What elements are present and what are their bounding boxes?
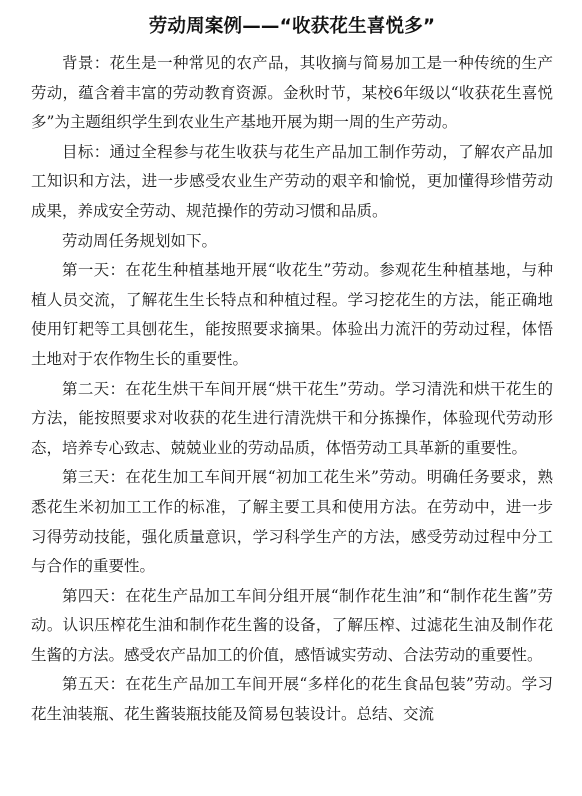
paragraph-day-one: 第一天：在花生种植基地开展“收花生”劳动。参观花生种植基地，与种植人员交流，了解花生生长特点和种植过程。学习挖花生的方法，能正确地使用钉耙等工具刨花生，能按照要求摘果。体验出力流汗的劳动过程，体悟土地对于农作物生长的重要性。	[31, 261, 553, 368]
paragraph-day-four: 第四天：在花生产品加工车间分组开展“制作花生油”和“制作花生酱”劳动。认识压榨花生油和制作花生酱的设备，了解压榨、过滤花生油及制作花生酱的方法。感受农产品加工的价值，感悟诚实劳动、合法劳动的重要性。	[31, 586, 553, 664]
document-page	[31, 14, 553, 730]
paragraph-day-three: 第三天：在花生加工车间开展“初加工花生米”劳动。明确任务要求，熟悉花生米初加工工作的标准，了解主要工具和使用方法。在劳动中，进一步习得劳动技能，强化质量意识，学习科学生产的方法，感受劳动过程中分工与合作的重要性。	[31, 468, 553, 576]
paragraph-day-two: 第二天：在花生烘干车间开展“烘干花生”劳动。学习清洗和烘干花生的方法，能按照要求对收获的花生进行清洗烘干和分拣操作，体验现代劳动形态，培养专心致志、兢兢业业的劳动品质，体悟劳动工具革新的重要性。	[31, 379, 553, 457]
paragraph-background: 背景：花生是一种常见的农产品，其收摘与简易加工是一种传统的生产劳动，蕴含着丰富的劳动教育资源。金秋时节，某校6年级以“收获花生喜悦多”为主题组织学生到农业生产基地开展为期一周的生产劳动。	[31, 54, 553, 132]
paragraph-plan-intro: 劳动周任务规划如下。	[62, 231, 218, 250]
document-title: 劳动周案例——“收获花生喜悦多”	[148, 16, 436, 37]
paragraph-goal: 目标：通过全程参与花生收获与花生产品加工制作劳动，了解农产品加工知识和方法，进一步感受农业生产劳动的艰辛和愉悦，更加懂得珍惜劳动成果，养成安全劳动、规范操作的劳动习惯和品质。	[31, 142, 553, 220]
paragraph-day-five: 第五天：在花生产品加工车间开展“多样化的花生食品包装”劳动。学习花生油装瓶、花生酱装瓶技能及简易包装设计。总结、交流	[31, 675, 553, 724]
